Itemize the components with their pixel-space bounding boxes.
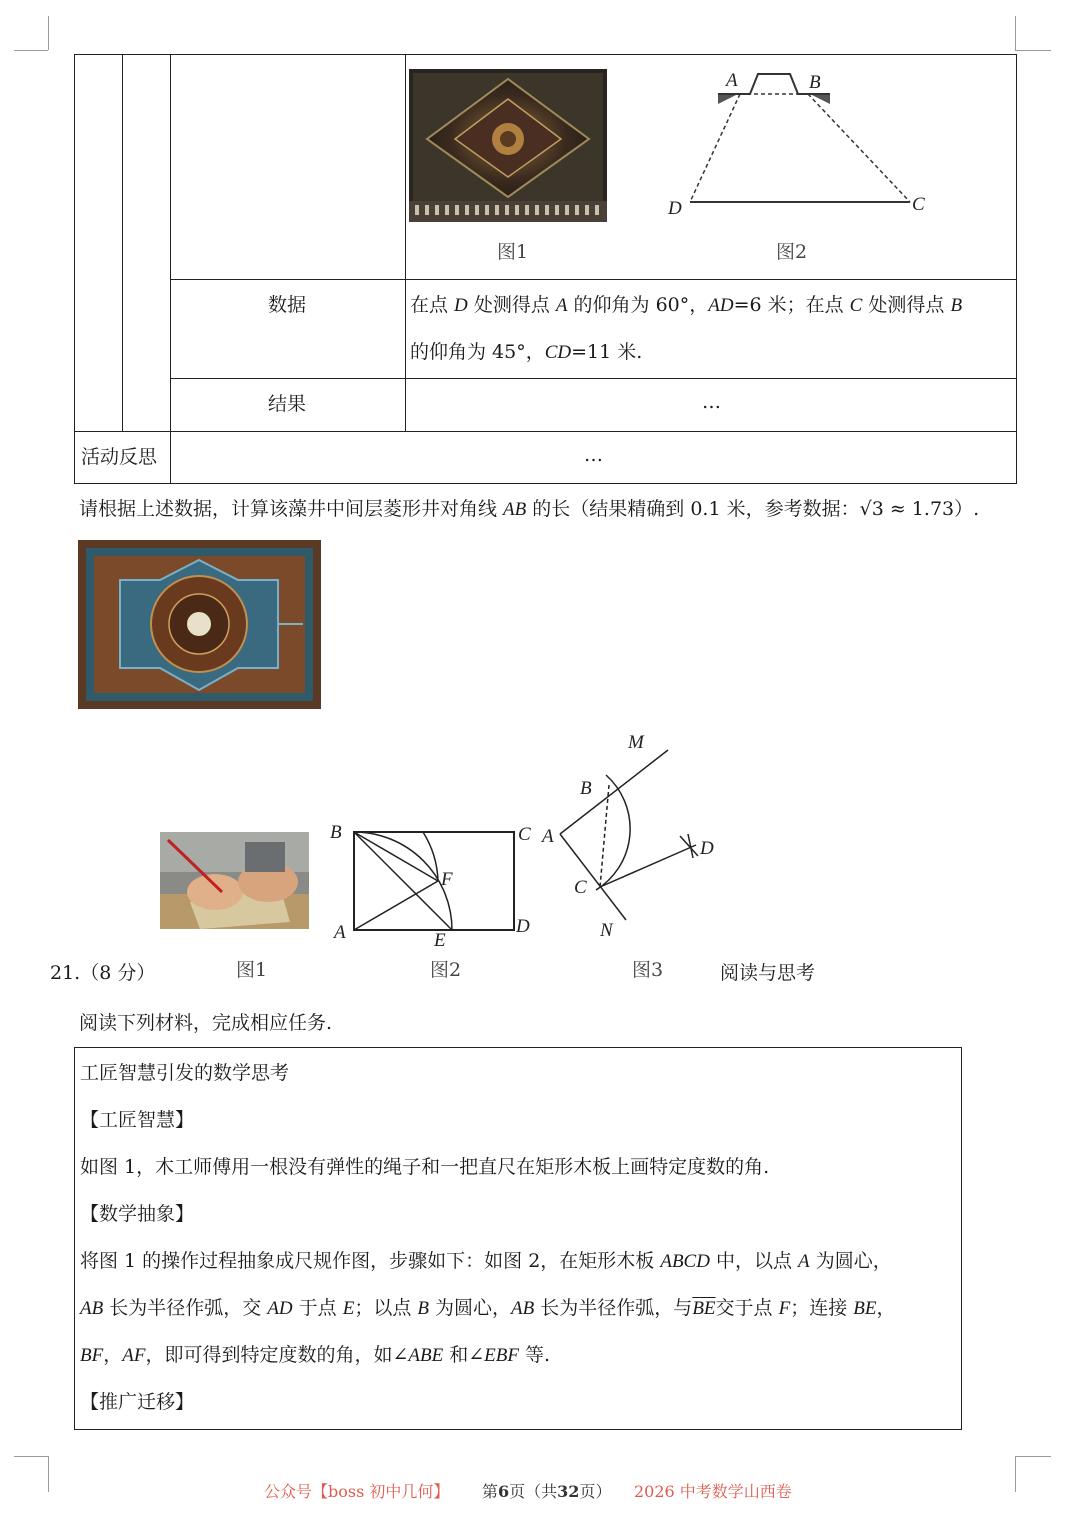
q21-fig2-label-b: B (330, 822, 342, 843)
result-label: 结果 (268, 393, 307, 415)
crop-mark (1015, 1456, 1016, 1492)
angle-construction-diagram (536, 730, 731, 945)
fig2-label-a: A (726, 70, 738, 91)
trapezoid-diagram (660, 64, 930, 224)
q21-fig3-label-c: C (574, 877, 587, 898)
q21-fig3-label-d: D (700, 838, 714, 859)
material-heading-transfer: 【推广迁移】 (80, 1391, 195, 1413)
fig2-caption: 图2 (776, 241, 808, 263)
q21-fig2-label-c: C (518, 824, 531, 845)
crop-mark (48, 1456, 49, 1492)
q21-fig2-label-a: A (334, 922, 346, 943)
fig2-label-c: C (912, 194, 925, 215)
crop-mark (1015, 16, 1016, 50)
data-line-2: 的仰角为 45°，CD=11 米. (410, 341, 643, 363)
q21-fig2-caption: 图2 (430, 959, 462, 981)
data-label: 数据 (268, 294, 307, 316)
q21-intro: 阅读下列材料，完成相应任务. (79, 1012, 333, 1034)
q21-fig2-label-e: E (434, 930, 446, 948)
crop-mark (14, 1456, 48, 1457)
fig2-label-b: B (809, 72, 821, 93)
material-para-2b: AB 长为半径作弧，交 AD 于点 E；以点 B 为圆心，AB 长为半径作弧，与$\overline{BE}$交于点 F；连接 BE， (80, 1297, 896, 1319)
result-value: … (702, 391, 721, 413)
rectangle-construction-diagram (326, 818, 541, 948)
q21-fig3-label-m: M (628, 732, 644, 753)
fig1-caption: 图1 (497, 241, 529, 263)
material-para-1: 如图 1，木工师傅用一根没有弹性的绳子和一把直尺在矩形木板上画特定度数的角. (80, 1156, 770, 1178)
material-para-2a: 将图 1 的操作过程抽象成尺规作图，步骤如下：如图 2，在矩形木板 ABCD 中，以点 A 为圆心， (80, 1250, 892, 1272)
q21-fig3-label-n: N (600, 920, 613, 941)
data-line-1: 在点 D 处测得点 A 的仰角为 60°，AD=6 米；在点 C 处测得点 B (410, 294, 963, 316)
reflection-value: … (584, 444, 603, 466)
crop-mark (48, 16, 49, 50)
material-heading-craft: 【工匠智慧】 (80, 1109, 195, 1131)
material-para-2c: BF，AF，即可得到特定度数的角，如∠ABE 和∠EBF 等. (80, 1344, 551, 1366)
q21-fig3-label-a: A (542, 826, 554, 847)
footer-left: 公众号【boss 初中几何】 (264, 1482, 450, 1501)
q21-fig2-label-d: D (516, 916, 530, 937)
footer-right: 2026 中考数学山西卷 (634, 1482, 792, 1501)
q21-fig1-caption: 图1 (236, 959, 268, 981)
fig2-label-d: D (668, 198, 682, 219)
caisson-photo-2 (78, 540, 321, 709)
carpenter-photo (160, 832, 309, 929)
q21-fig3-caption: 图3 (632, 959, 664, 981)
caisson-photo-1 (409, 69, 607, 222)
q21-title: 阅读与思考 (720, 962, 816, 984)
material-heading-abstract: 【数学抽象】 (80, 1203, 195, 1225)
material-title: 工匠智慧引发的数学思考 (80, 1062, 290, 1084)
crop-mark (1015, 50, 1051, 51)
crop-mark (14, 50, 48, 51)
reflection-label: 活动反思 (81, 446, 158, 468)
crop-mark (1015, 1456, 1051, 1457)
q21-fig2-label-f: F (441, 869, 453, 890)
material-box (74, 1047, 962, 1430)
footer-page-number: 第6页（共32页） (482, 1482, 612, 1501)
question-text: 请根据上述数据，计算该藻井中间层菱形井对角线 AB 的长（结果精确到 0.1 米，参考数据：√3 ≈ 1.73）. (79, 498, 980, 520)
q21-number: 21.（8 分） (50, 962, 156, 984)
q21-fig3-label-b: B (580, 778, 592, 799)
